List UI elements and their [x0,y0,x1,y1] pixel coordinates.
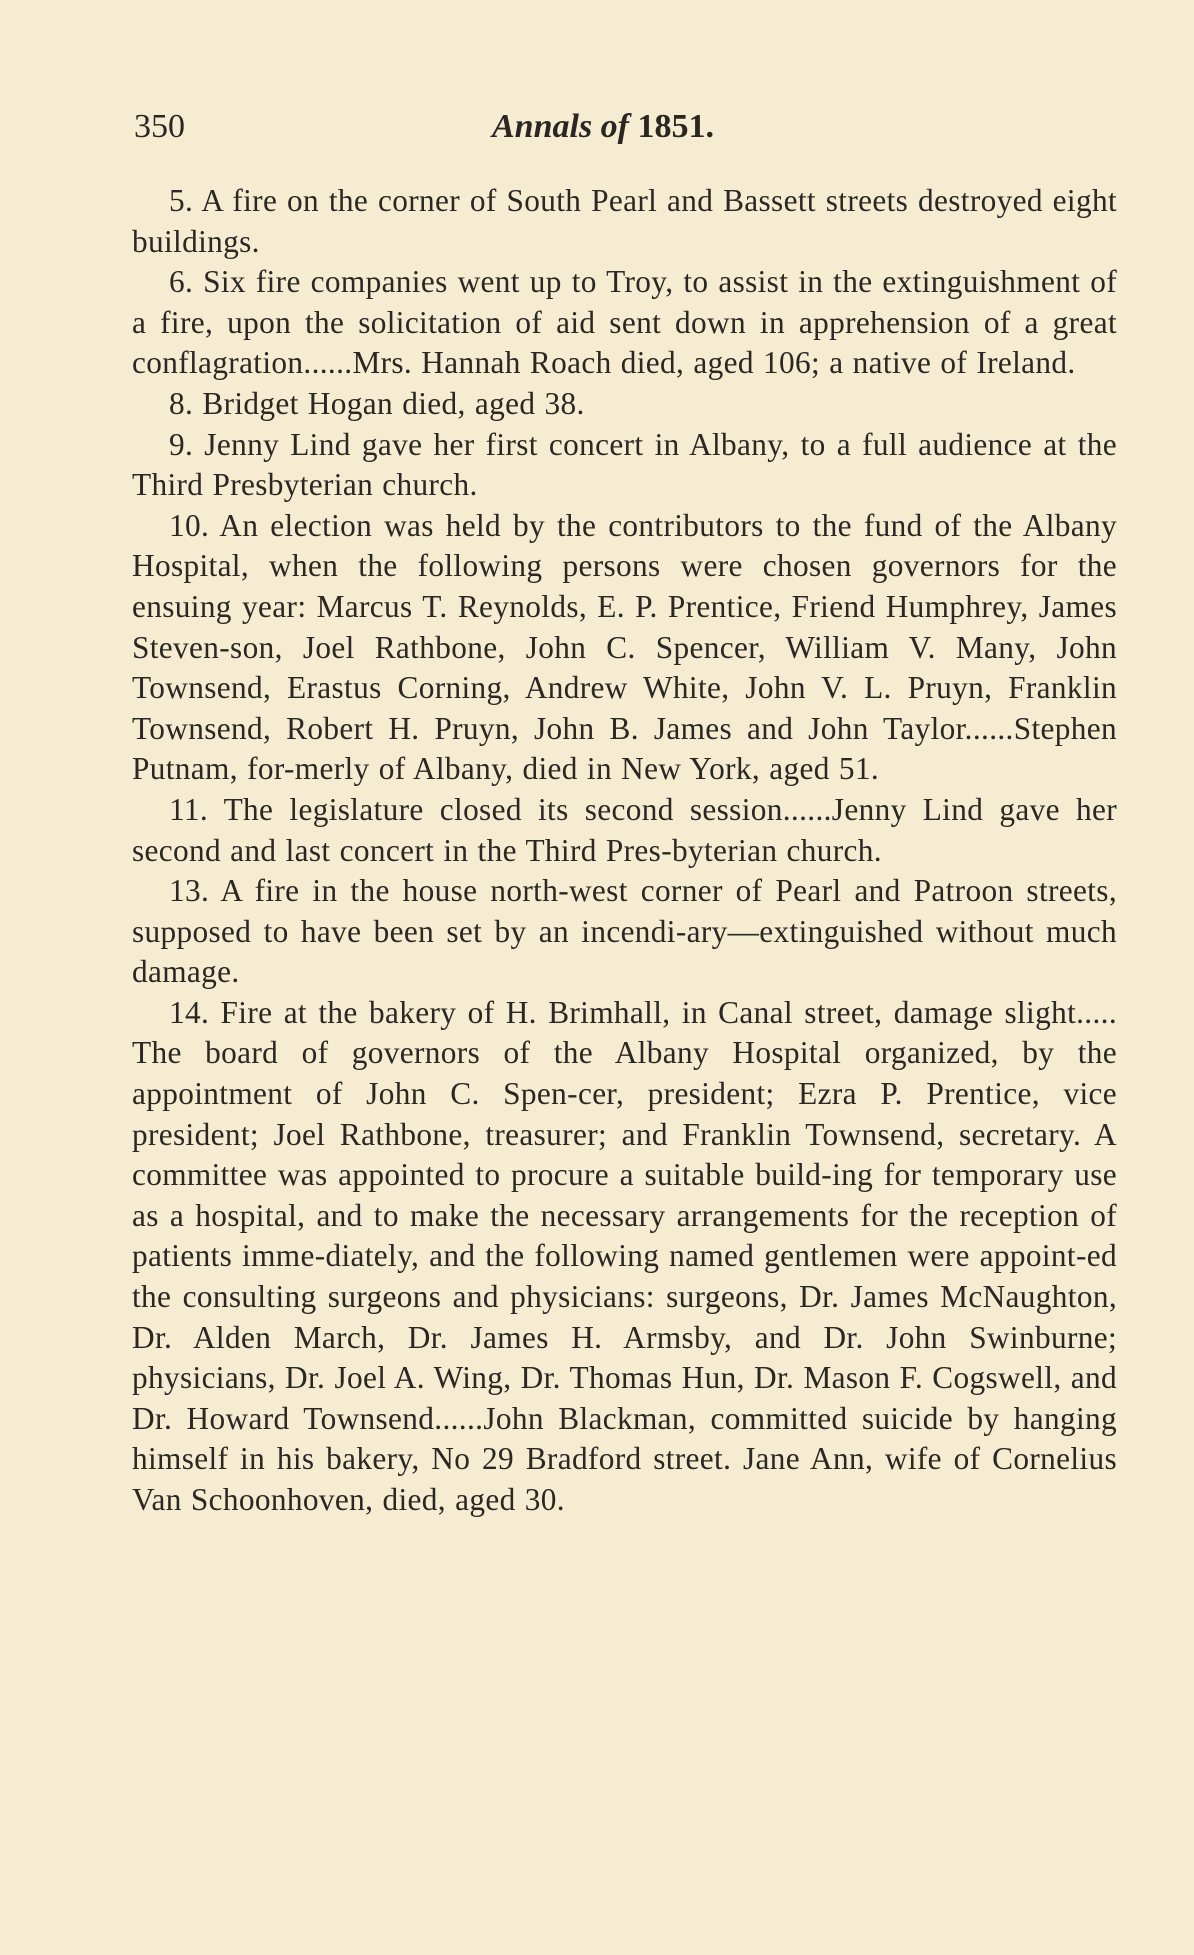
running-title [492,108,714,146]
entry-day-10: 10. An election was held by the contributors to the fund of the Albany Hospital, when the following persons were chosen governors for the ensuing year: Marcus T. Reynolds, E. P. Prentice, Friend Humphrey, James Steven-son, Joel Rathbone, John C. Spencer, William V. Many, John Townsend, Erastus Corning, Andrew White, John V. L. Pruyn, Franklin Townsend, Robert H. Pruyn, John B. James and John Taylor......Stephen Putnam, for-merly of Albany, died in New York, aged 51. [132,507,1117,787]
entry-day-8: 8. Bridget Hogan died, aged 38. [169,385,585,421]
running-title-year: 1851. [637,108,714,145]
entry-day-14: 14. Fire at the bakery of H. Brimhall, in Canal street, damage slight..... The board of governors of the Albany Hospital organized, by the appointment of John C. Spen-cer, president; Ezra P. Prentice, vice president; Joel Rathbone, treasurer; and Franklin Townsend, secretary. A committee was appointed to procure a suitable build-ing for temporary use as a hospital, and to make the necessary arrangements for the reception of patients imme-diately, and the following named gentlemen were appoint-ed the consulting surgeons and physicians: surgeons, Dr. James McNaughton, Dr. Alden March, Dr. James H. Armsby, and Dr. John Swinburne; physicians, Dr. Joel A. Wing, Dr. Thomas Hun, Dr. Mason F. Cogswell, and Dr. Howard Townsend......John Blackman, committed suicide by hanging himself in his bakery, No 29 Bradford street. Jane Ann, wife of Cornelius Van Schoonhoven, died, aged 30. [132,994,1117,1517]
page-body [132,181,1117,1521]
entry-day-6: 6. Six fire companies went up to Troy, to assist in the extinguishment of a fire, upon the solicitation of aid sent down in apprehension of a great conflagration......Mrs. Hannah Roach died, aged 106; a native of Ireland. [132,264,1117,381]
entry-day-9: 9. Jenny Lind gave her first concert in Albany, to a full audience at the Third Presbyterian church. [132,426,1117,503]
entry-day-13: 13. A fire in the house north-west corner of Pearl and Patroon streets, supposed to have been set by an incendi-ary—extinguished without much damage. [132,873,1117,990]
entry-day-5: 5. A fire on the corner of South Pearl and Bassett streets destroyed eight buildings. [132,183,1117,259]
entry-day-11: 11. The legislature closed its second session......Jenny Lind gave her second and last concert in the Third Pres-byterian church. [132,791,1117,868]
page-number: 350 [134,108,185,145]
running-header [134,108,1119,158]
running-title-italic: Annals of [492,108,629,145]
